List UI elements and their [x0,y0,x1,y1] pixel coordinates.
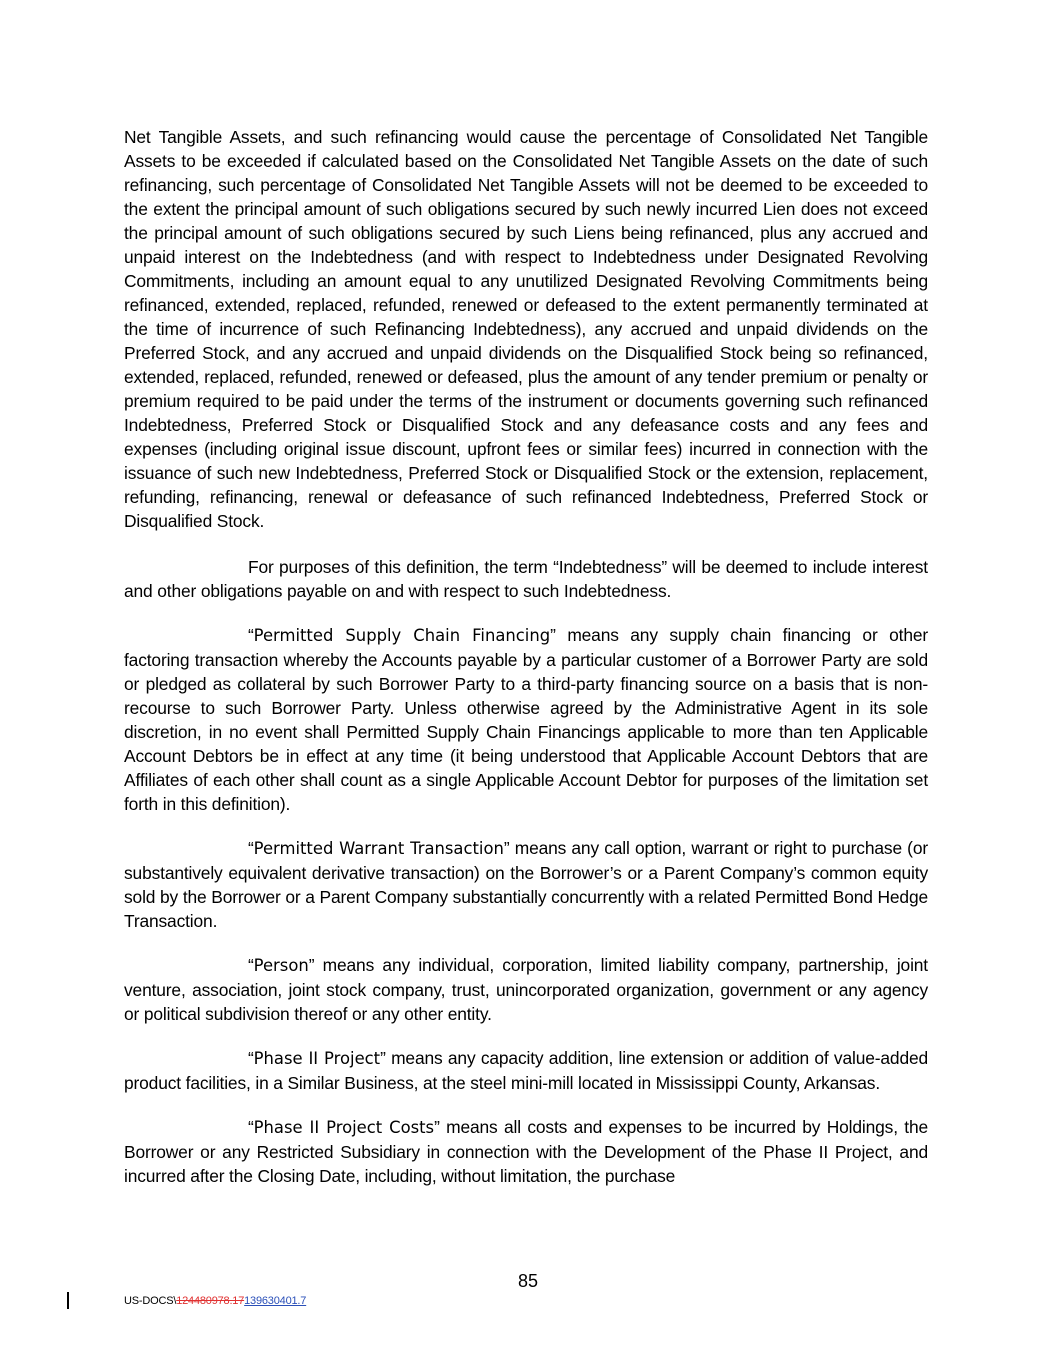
definition-body: ” means any supply chain financing or other factoring transaction whereby the Accounts payable by a particular customer of a Borrower Party are sold or pledged as collateral by such Borrower Party to a third-party financing source on a basis that is non-recourse to such Borrower Party. Unless otherwise agreed by the Administrative Agent in its sole discretion, in no event shall Permitted Supply Chain Financings applicable to more than ten Applicable Account Debtors be in effect at any time (it being understood that Applicable Account Debtors that are Affiliates of each other shall count as a single Applicable Account Debtor for purposes of the limitation set forth in this definition). [124,625,928,814]
defined-term: Person [253,956,309,975]
inserted-doc-id: 139630401.7 [244,1295,307,1307]
defined-term: Permitted Supply Chain Financing [253,626,551,645]
definition-phase-ii-project-costs [124,1115,928,1188]
definition-phase-ii-project [124,1046,928,1095]
document-id-footer [124,1294,306,1308]
definition-body: ” means any individual, corporation, limited liability company, partnership, joint venture, association, joint stock company, trust, unincorporated organization, government or any agency or political subdivision thereof or any other entity. [124,955,928,1024]
open-quote: “ [248,1048,254,1068]
definition-body: ” means any capacity addition, line extension or addition of value-added product facilities, in a Similar Business, at the steel mini-mill located in Mississippi County, Arkansas. [124,1048,929,1093]
definition-body: ” means any call option, warrant or right to purchase (or substantively equivalent derivative transaction) on the Borrower’s or a Parent Company’s common equity sold by the Borrower or a Parent Company substantially concurrently with a related Permitted Bond Hedge Transaction. [124,838,928,931]
change-bar [67,1292,69,1309]
definition-permitted-supply-chain-financing [124,623,928,816]
page-content [124,125,928,1208]
definition-person [124,953,928,1026]
continued-paragraph: Net Tangible Assets, and such refinancing would cause the percentage of Consolidated Net Tangible Assets to be exceeded if calculated based on the Consolidated Net Tangible Assets on the date of such refinancing, such percentage of Consolidated Net Tangible Assets will not be deemed to be exceeded to the extent the principal amount of such obligations secured by such newly incurred Lien does not exceed the principal amount of such obligations secured by such Liens being refinanced, plus any accrued and unpaid interest on the Indebtedness (and with respect to Indebtedness under Designated Revolving Commitments, including an amount equal to any unutilized Designated Revolving Commitments being refinanced, extended, replaced, refunded, renewed or defeased to the extent permanently terminated at the time of incurrence of such Refinancing Indebtedness), any accrued and unpaid dividends on the Preferred Stock, and any accrued and unpaid dividends on the Disqualified Stock being so refinanced, extended, replaced, refunded, renewed or defeased, plus the amount of any tender premium or penalty or premium required to be paid under the terms of the instrument or documents governing such refinanced Indebtedness, Preferred Stock or Disqualified Stock and any defeasance costs and any fees and expenses (including original issue discount, upfront fees or similar fees) incurred in connection with the issuance of such new Indebtedness, Preferred Stock or Disqualified Stock or the extension, replacement, refunding, refinancing, renewal or defeasance of such refinanced Indebtedness, Preferred Stock or Disqualified Stock. [124,127,928,531]
defined-term: Phase II Project [253,1049,381,1068]
open-quote: “ [248,625,254,645]
open-quote: “ [248,838,254,858]
defined-term: Permitted Warrant Transaction [253,839,504,858]
open-quote: “ [248,955,254,975]
page-number: 85 [517,1271,539,1291]
indebtedness-note-paragraph: For purposes of this definition, the term “Indebtedness” will be deemed to include interest and other obligations payable on and with respect to such Indebtedness. [124,557,928,601]
deleted-doc-id: 124480978.17 [176,1295,245,1307]
open-quote: “ [248,1117,254,1137]
defined-term: Phase II Project Costs [253,1118,435,1137]
definition-body: ” means all costs and expenses to be incurred by Holdings, the Borrower or any Restricted Subsidiary in connection with the Development of the Phase II Project, and incurred after the Closing Date, including, without limitation, the purchase [124,1117,928,1186]
doc-prefix: US-DOCS\ [124,1295,177,1307]
definition-permitted-warrant-transaction [124,836,928,933]
